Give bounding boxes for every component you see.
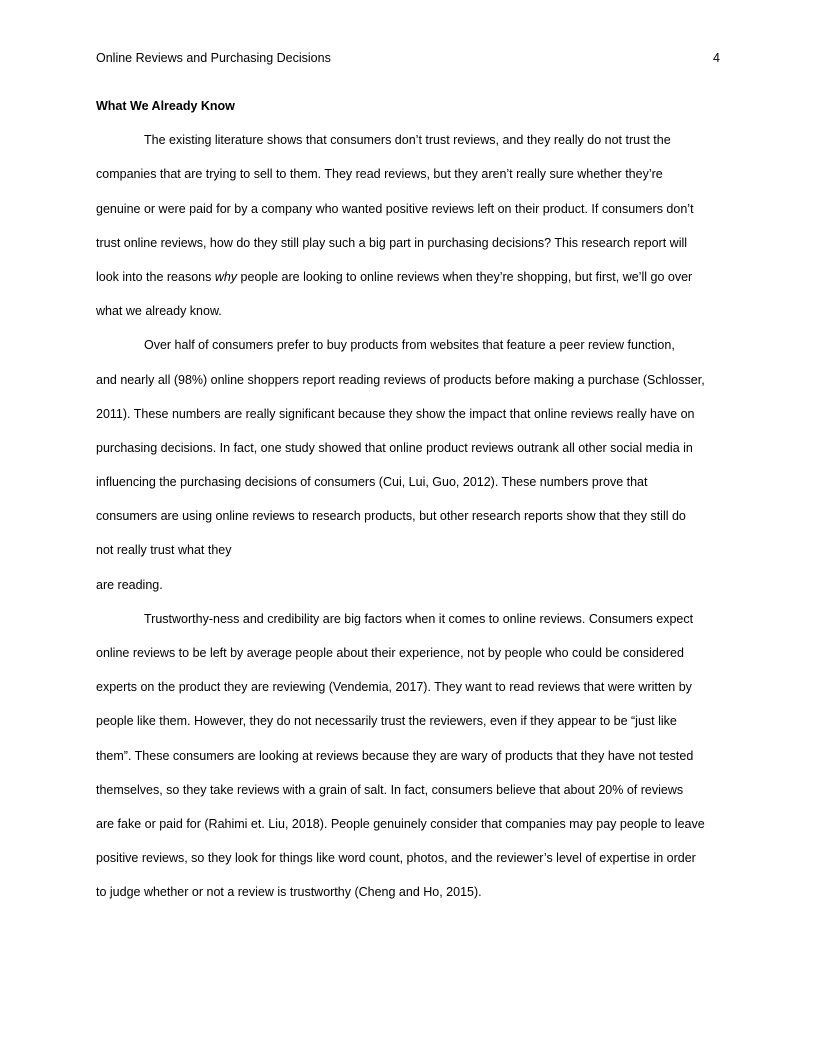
text-line: experts on the product they are reviewing (Vendemia, 2017). They want to read reviews that were written by (96, 680, 692, 695)
text-line: Over half of consumers prefer to buy products from websites that feature a peer review function, (144, 338, 675, 353)
paragraph-3 (96, 610, 720, 918)
text-line: trust online reviews, how do they still play such a big part in purchasing decisions? This research report will (96, 235, 688, 250)
text-line: are reading. (96, 577, 163, 592)
text-line: 2011). These numbers are really significant because they show the impact that online reviews really have on (96, 406, 695, 421)
text-line: themselves, so they take reviews with a grain of salt. In fact, consumers believe that about 20% of reviews (96, 782, 684, 797)
text-line: what we already know. (96, 304, 222, 319)
text-line: positive reviews, so they look for things like word count, photos, and the reviewer’s level of expertise in order (96, 851, 696, 866)
text-line: and nearly all (98%) online shoppers report reading reviews of products before making a purchase (Schlosser, (96, 372, 705, 387)
page-number: 4 (713, 51, 720, 65)
paragraph-2 (96, 336, 720, 610)
text-line: are fake or paid for (Rahimi et. Liu, 2018). People genuinely consider that companies may pay people to leave (96, 816, 705, 831)
text-line: Trustworthy-ness and credibility are big factors when it comes to online reviews. Consumers expect (144, 611, 694, 626)
text-line: online reviews to be left by average people about their experience, not by people who could be considered (96, 646, 684, 660)
text-line: companies that are trying to sell to them. They read reviews, but they aren’t really sure whether they’re (96, 167, 663, 182)
text-line: to judge whether or not a review is trustworthy (Cheng and Ho, 2015). (96, 885, 482, 900)
paragraph-1 (96, 131, 720, 336)
text-line: consumers are using online reviews to research products, but other research reports show that they still do (96, 509, 686, 524)
text-line: The existing literature shows that consumers don’t trust reviews, and they really do not trust the (144, 133, 671, 148)
text-segment: look into the reasons (96, 269, 215, 284)
section-heading: What We Already Know (96, 99, 235, 113)
text-line: influencing the purchasing decisions of consumers (Cui, Lui, Guo, 2012). These numbers prove that (96, 475, 648, 490)
text-line: purchasing decisions. In fact, one study showed that online product reviews outrank all other social media in (96, 440, 693, 455)
text-line: not really trust what they (96, 543, 232, 558)
emphasis-why: why (214, 269, 238, 284)
text-segment: people are looking to online reviews when they’re shopping, but first, we’ll go over (237, 269, 693, 284)
text-line: them”. These consumers are looking at reviews because they are wary of products that they have not tested (96, 748, 694, 763)
text-line: people like them. However, they do not necessarily trust the reviewers, even if they appear to be “just like (96, 714, 677, 729)
body-text (96, 97, 720, 918)
running-head-title: Online Reviews and Purchasing Decisions (96, 51, 331, 65)
text-line (96, 268, 720, 302)
text-line: genuine or were paid for by a company who wanted positive reviews left on their product. If consumers don’t (96, 201, 694, 216)
running-head (96, 49, 720, 67)
